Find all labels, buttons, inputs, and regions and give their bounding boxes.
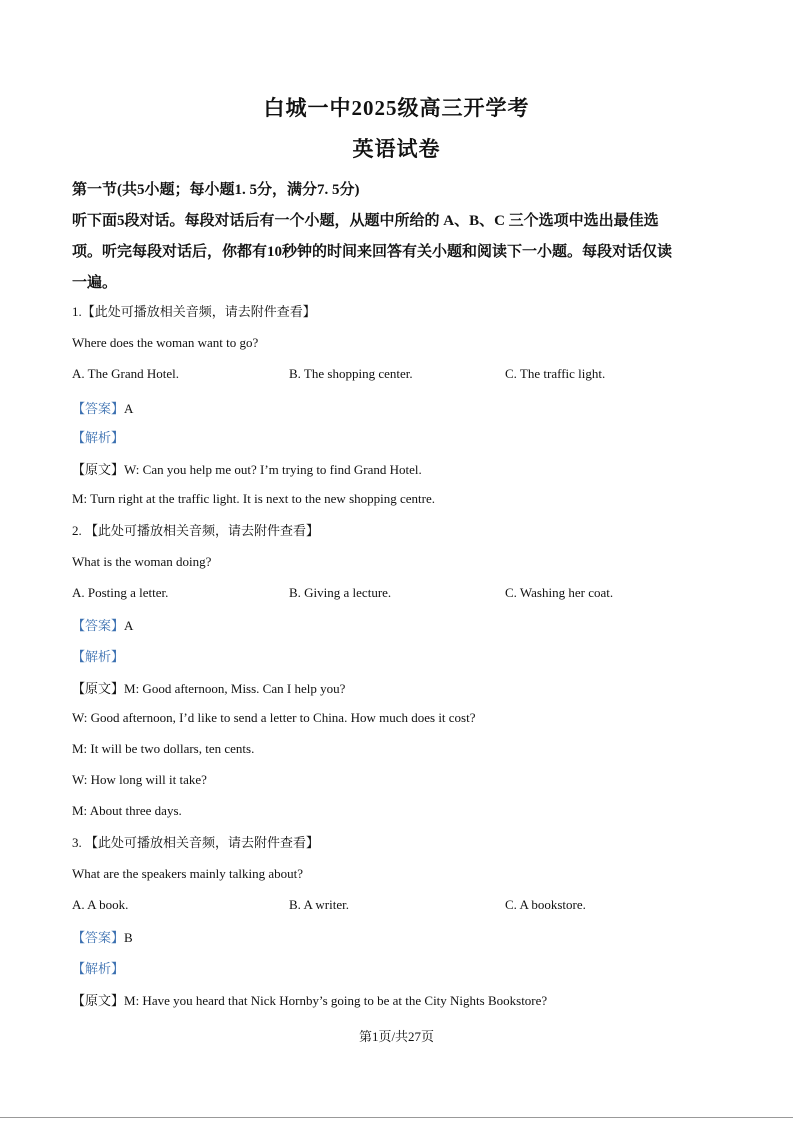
instruction-line: 一遍。 — [72, 275, 118, 291]
transcript-line — [72, 459, 422, 478]
original-label: 【原文】 — [72, 681, 125, 696]
transcript-line: M: It will be two dollars, ten cents. — [72, 741, 255, 756]
transcript-line: M: About three days. — [72, 803, 182, 818]
section-heading: 第一节(共5小题；每小题1. 5分，满分7. 5分) — [72, 182, 360, 198]
instruction-line: 听下面5段对话。每段对话后有一个小题，从题中所给的 A、B、C 三个选项中选出最佳选 — [72, 213, 659, 229]
question-header: 1.【此处可播放相关音频，请去附件查看】 — [72, 304, 316, 319]
option-b: B. Giving a lecture. — [289, 585, 392, 600]
transcript-line: W: Good afternoon, I’d like to send a letter to China. How much does it cost? — [72, 710, 476, 725]
option-a: A. A book. — [72, 897, 129, 912]
transcript-text: M: Have you heard that Nick Hornby’s going to be at the City Nights Bookstore? — [124, 993, 548, 1008]
answer-line — [72, 927, 133, 946]
divider — [0, 1117, 793, 1118]
question-header: 2. 【此处可播放相关音频，请去附件查看】 — [72, 523, 320, 538]
question-prompt: Where does the woman want to go? — [72, 335, 259, 350]
analysis-label: 【解析】 — [72, 430, 125, 445]
option-c: C. The traffic light. — [505, 366, 606, 381]
answer-label: 【答案】 — [72, 618, 125, 633]
answer-label: 【答案】 — [72, 401, 125, 416]
question-prompt: What are the speakers mainly talking about? — [72, 866, 304, 881]
instruction-line: 项。听完每段对话后，你都有10秒钟的时间来回答有关小题和阅读下一小题。每段对话仅读 — [72, 244, 673, 260]
option-b: B. A writer. — [289, 897, 349, 912]
document-subtitle: 英语试卷 — [352, 137, 441, 161]
answer-value: B — [124, 930, 133, 945]
original-label: 【原文】 — [72, 993, 125, 1008]
page-number: 第1页/共27页 — [358, 1029, 435, 1044]
document-title: 白城一中2025级高三开学考 — [263, 96, 530, 120]
option-a: A. Posting a letter. — [72, 585, 169, 600]
transcript-text: W: Can you help me out? I’m trying to find Grand Hotel. — [124, 462, 422, 477]
answer-line — [72, 615, 133, 634]
transcript-text: M: Good afternoon, Miss. Can I help you? — [124, 681, 346, 696]
answer-line — [72, 398, 133, 417]
option-c: C. Washing her coat. — [505, 585, 614, 600]
answer-value: A — [124, 618, 134, 633]
transcript-line: W: How long will it take? — [72, 772, 207, 787]
analysis-label: 【解析】 — [72, 649, 125, 664]
answer-value: A — [124, 401, 134, 416]
question-header: 3. 【此处可播放相关音频，请去附件查看】 — [72, 835, 320, 850]
option-b: B. The shopping center. — [289, 366, 413, 381]
question-prompt: What is the woman doing? — [72, 554, 212, 569]
option-c: C. A bookstore. — [505, 897, 586, 912]
analysis-label: 【解析】 — [72, 961, 125, 976]
original-label: 【原文】 — [72, 462, 125, 477]
answer-label: 【答案】 — [72, 930, 125, 945]
option-a: A. The Grand Hotel. — [72, 366, 179, 381]
transcript-line: M: Turn right at the traffic light. It is next to the new shopping centre. — [72, 491, 435, 506]
transcript-line — [72, 678, 345, 697]
transcript-line — [72, 990, 547, 1009]
